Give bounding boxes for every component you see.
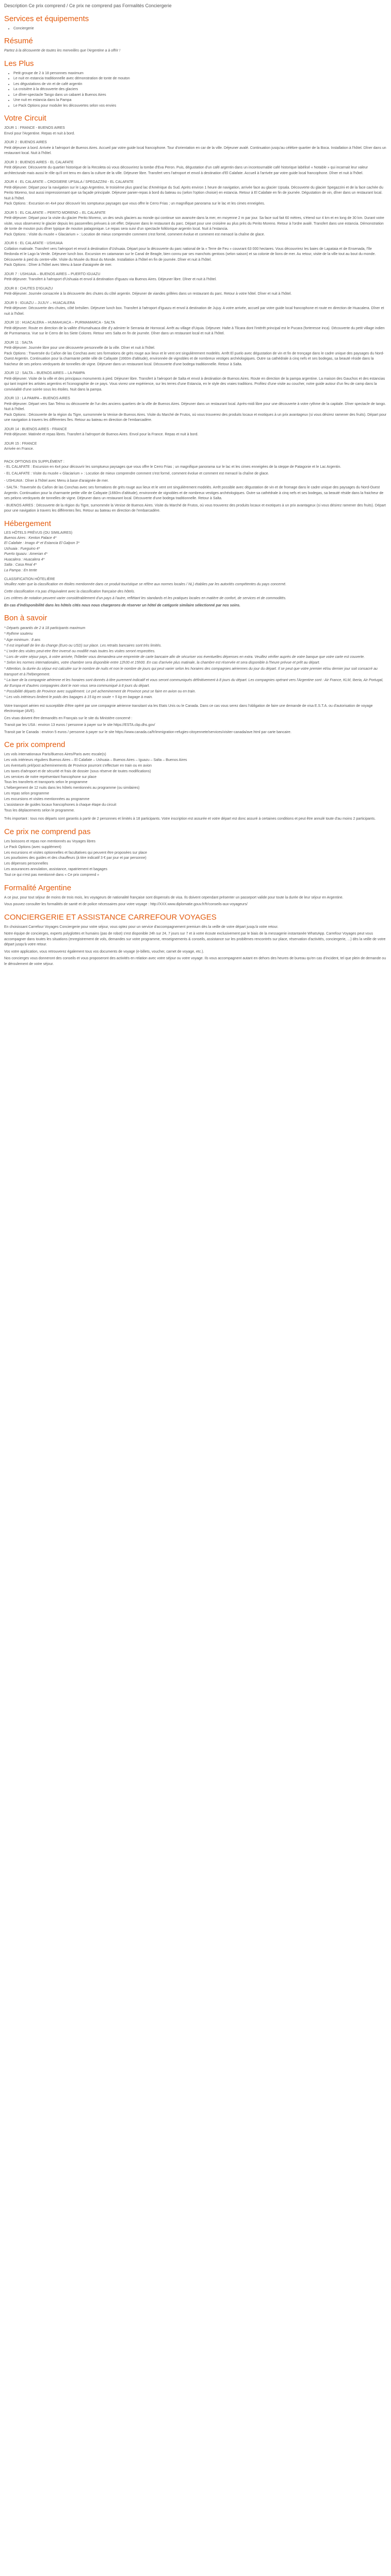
day-block: [4, 211, 387, 238]
breadcrumb-nav[interactable]: Description Ce prix comprend / Ce prix ne comprend pas Formalités Conciergerie: [4, 3, 172, 8]
day-text: Petit-déjeuner. Journée consacrée à la découverte des chutes du côté argentin. Déjeuner de viandes grillées dans un restaurant du parc. Retour à votre hôtel. Dîner et nuit à l'hôtel.: [4, 292, 292, 296]
day-title: JOUR 15 : FRANCE: [4, 442, 37, 446]
conciergerie-text: Vos votre application, vous retrouverez également tous vos documents de voyage (e-billets, voucher, carnet de voyage, etc.).: [4, 950, 204, 954]
good-to-know-item: * Départs garantis de 2 à 18 participants maximum: [4, 626, 86, 631]
good-to-know-item: * Selon les normes internationales, votre chambre sera disponible entre 12h30 et 15h00. En cas d'arrivée plus matinale, la chambre est réservée et sera disponible à l'heure prévue et prêt au départ.: [4, 661, 320, 665]
hotel-item: El Calafate : Imago 4* et Estancia El Galpon 3*: [4, 541, 79, 546]
classification-text: Les critères de notation peuvent varier considérablement d'un pays à l'autre, reflétant les standards et les pratiques locales en matière de confort, de services et de commodités.: [4, 597, 287, 601]
hotel-item: Salta : Casa Real 4*: [4, 563, 37, 567]
included-item: L'assistance de guides locaux francophones à chaque étape du circuit: [4, 803, 117, 807]
included-item: L'hébergement de 12 nuits dans les hôtels mentionnés au programme (ou similaires): [4, 786, 140, 790]
day-block: [4, 320, 387, 337]
plus-item: • Une nuit en estancia dans la Pampa: [13, 98, 387, 104]
day-title: JOUR 9 : IGUAZU – JUJUY – HUACALERA: [4, 301, 75, 305]
pack-option-item: - EL CALAFATE : Excursion en 4x4 pour découvrir les somptueux paysages que vous offre le Cerro Frias ; un magnifique panorama sur le lac et les cimes enneigées de la steppe de Patagonie et le Lac Argentin.: [4, 465, 341, 469]
pack-option-item: - USHUAIA : Dîner à l'hôtel avec Menu à base d'araignée de mer.: [4, 479, 109, 483]
hotel-item: Puerto Iguazu : Amerian 4*: [4, 552, 47, 556]
visa-note: Transit par les USA : environ 13 euros / personne à payer sur le site https://ESTA.cbp.dhs.gov/: [4, 723, 155, 727]
good-to-know-item: * Les vols intérieurs limitent le poids des bagages à 15 kg en soute + 5 kg en bagage à main.: [4, 696, 153, 700]
day-title: JOUR 10 : HUACALERA – HUMAHUACA – PURMAMARCA - SALTA: [4, 321, 115, 325]
day-block: [4, 396, 387, 423]
day-title: JOUR 2 : BUENOS AIRES: [4, 141, 47, 145]
plus-item: • Le dîner-spectacle Tango dans un cabaret à Buenos Aires: [13, 93, 387, 98]
day-title: JOUR 7 : USHUAIA – BUENOS AIRES – PUERTO IGUAZU: [4, 272, 101, 276]
day-block: [4, 241, 387, 268]
not-included-item: Les dépenses personnelles: [4, 862, 48, 866]
included-item: Les éventuels pré/post acheminements de Province pourront s'effectuer en train ou en avion: [4, 764, 152, 768]
day-text: Petit déjeuner à bord. Arrivée à l'aéroport de Buenos Aires. Accueil par votre guide local francophone. Tour d'orientation en car de la ville. Déjeuner avalé. Continuation jusqu'au célèbre quartier de la Boca. Installation à l'hôtel. Dîner dans un restaurant local. Nuit à l'hôtel.: [4, 146, 386, 156]
day-pack-option: Pack Options : Excursion en 4x4 pour découvrir les somptueux paysages que vous offre le Cerro Frias ; un magnifique panorama sur le lac et les cimes enneigées.: [4, 202, 265, 206]
day-block: [4, 301, 387, 317]
hotel-item: Ushuaia : Fueguino 4*: [4, 547, 40, 551]
day-text: Petit-déjeuner. Visite de la ville et des principaux monuments à pied. Déjeuner libre. Transfert à l'aéroport de Salta et envol à destination de Buenos Aires. Route en direction de la pampa argentine. La maison des Gauchos et des estancias qui tant inspiré les artistes argentins et l'iconographie de ce pays. Vous vivrez une expérience, sur les terres d'une Estancia, en le style des vraies traditions. Profitez d'une visite au coucher, notre guide autour d'un feu de camp dans la convivialité d'une soirée sous les étoiles. Nuit dans la pampa.: [4, 377, 385, 392]
day-block: [4, 286, 387, 297]
formalites-text: Vous pouvez consulter les formalités de santé et de police nécessaires pour votre voyage : http://XXX.www.diplomatie.gouv.fr/fr/conseils-aux-voyageurs/: [4, 903, 248, 907]
day-pack-option: Pack Options : Découverte de la région du Tigre, surnommée la Venise de Buenos Aires. Visite du Marché de Frutos, où vous trouverez des produits locaux et exotiques à un prix avantageux (si vous désirez ramener des fruits). Départ pour une navigation à travers les différentes îles. Retour au bateau en direction de l'embarcadère.: [4, 413, 387, 422]
not-included-item: Les excursions et visites optionnelles et facultatives qui peuvent être proposées sur place: [4, 851, 148, 855]
classification-title: CLASSIFICATION HÔTELIÈRE: [4, 578, 55, 582]
good-to-know-item: * Age minimum : 8 ans: [4, 638, 41, 642]
not-included-item: Le Pack Options (avec supplément): [4, 845, 61, 849]
good-to-know-item: * Attention, la durée du séjour est calculée sur le nombre de nuits et non le nombre de jours qui peut varier selon les horaires des compagnies aériennes du jour du départ. Il se peut que votre premier et/ou dernier jour soit consacré au transport et à l'hébergement.: [4, 667, 378, 676]
pack-options-list: [4, 465, 387, 514]
day-title: JOUR 3 : BUENOS AIRES - EL CALAFATE: [4, 160, 74, 164]
good-to-know-item: * Lors de votre séjour pays, à votre arrivée, l'hôtelier vous demandera une empreinte de carte bancaire afin de sécuriser vos éventuelles dépenses en extra. Veuillez vérifier auprès de votre banque que votre carte est couverte.: [4, 655, 365, 659]
good-to-know-list: [4, 625, 387, 700]
day-text: Arrivée en France.: [4, 447, 34, 451]
day-text: Petit-déjeuner. Matinée et repas libres. Transfert à l'aéroport de Buenos Aires. Envol pour la France. Repas et nuit à bord.: [4, 433, 199, 437]
day-block: [4, 140, 387, 157]
hotel-item: Buenos Aires : Kenton Palace 4*: [4, 536, 57, 540]
classification-text: Veuillez noter que la classification en étoiles mentionnée dans ce produit touristique se réfère aux normes locales / NL) établies par les autorités compétentes du pays concerné.: [4, 583, 287, 587]
day-title: JOUR 5 : EL CALAFATE – PERITO MORENO – EL CALAFATE: [4, 211, 106, 215]
visa-note: Transit par le Canada : environ 5 euros / personne à payer sur le site https://www.canada.ca/fr/immigration-refugies-citoyennete/services/visiter-canada/ave.html par carte bancaire.: [4, 730, 291, 734]
day-pack-option: Pack Options : Visite du musée « Glaciarium » : Locution de mieux comprendre comment s'est formé, comment évolue et comment est menacé la chaîne de glace.: [4, 232, 265, 236]
hotel-list: [4, 536, 387, 574]
good-to-know-item: * Il est impératif de lire du change (Euro ou USD) sur place. Les retraits bancaires sont très limités.: [4, 643, 162, 648]
plus-item: • La croisière à la découverte des glaciers: [13, 87, 387, 93]
day-block: [4, 126, 387, 137]
not-included-item: Les pourboires des guides et des chauffeurs (à titre indicatif 3 € par jour et par personne): [4, 856, 146, 860]
good-to-know-item: * Rythme soutenu: [4, 632, 33, 636]
itinerary-title: Votre Circuit: [4, 114, 46, 123]
day-block: [4, 180, 387, 207]
day-pack-option: Pack Options : Dîner à l'hôtel avec Menu à base d'araignée de mer.: [4, 263, 112, 267]
day-text: Petit déjeuner. Découverte du quartier historique de la Recoleta où vous découvrirez la tombe d'Eva Peron. Puis, dégustation d'un café argentin dans un incontournable café historique labélisé « Notable » qui incarnait leur valeur architecturale mais aussi le rôle qu'il ont tenu en dans la culture de la ville. Déjeuner libre. Transfert vers l'aéroport et envol à destination d'El Calafate. Accueil à l'arrivée par votre guide local francophone. Dîner et nuit à l'hôtel.: [4, 166, 368, 175]
included-item: Les excursions et visites mentionnées au programme: [4, 797, 90, 801]
hotel-item: La Pampa : En tente: [4, 568, 37, 572]
day-text: Petit-déjeuner. Transfert à l'aéroport d'Ushuaia et envol à destination d'Iguazu via Buenos Aires. Déjeuner libre. Dîner et nuit à l'hôtel.: [4, 278, 217, 282]
page: [0, 0, 391, 979]
included-note: Très important : tous nos départs sont garantis à partir de 2 personnes et limités à 18 participants. Votre inscription est assurée et votre départ est donc assuré à certaines conditions et peut être annulé toute d'au moins 2 participants.: [4, 817, 376, 821]
day-text: Envol pour l'Argentine. Repas et nuit à bord.: [4, 131, 75, 135]
resume-text: Partez à la découverte de toutes les merveilles que l'Argentine a à offrir !: [4, 49, 121, 53]
good-to-know-item: * L'ordre des visites peut-etre être inversé ou modifié mais toutes les visites seront respectées.: [4, 649, 156, 653]
day-text: Petit-déjeuner. Départ vers San Telmo ou découverte de l'un des anciens quartiers de la ville de Buenos Aires. Déjeuner dans un restaurant local. Après-midi libre pour une découverte à votre rythme de la capitale. Dîner spectacle de tango. Nuit à l'hôtel.: [4, 402, 386, 412]
day-title: JOUR 11 : SALTA: [4, 341, 33, 345]
day-text: Petit-déjeuner. Route en direction de la vallée d'Humahuaca dite d'y admirer le Serrania de Hornocal. Arrêt au village d'Uquia. Déjeuner. Halte à Tilcara dont l'intérêt principal est le Pucara (forteresse inca). Découverte du petit village indien de Purmamarca. Vue sur le Cerro de los Siete Colores. Retour vers Salta en fin de journée. Dîner dans un restaurant local et nuit à l'hôtel.: [4, 326, 385, 336]
day-title: JOUR 8 : CHUTES D'IGUAZU: [4, 286, 53, 291]
pack-option-item: - BUENOS AIRES : Découverte de la région du Tigre, surnommée la Venise de Buenos Aires. Visite du Marché de Frutos, où vous trouverez des produits locaux et exotiques à un prix avantageux (si vous désirez ramener des fruits). Départ pour une navigation à travers les différentes îles. Retour au bateau en direction de l'embarcadère.: [4, 503, 386, 513]
included-item: Les taxes d'aéroport et de sécurité et frais de dossier (sous réserve de toutes modifications): [4, 769, 151, 773]
day-text: Collation matinale. Transfert vers l'aéroport et envol à destination d'Ushuaia. Départ pour la découverte du parc national de la « Terre de Feu » couvrant 63 000 hectares. Vous découvrirez les baies de Lapataia et de Ensenada, l'île Redonda et le Lago la Verde. Déjeuner lunch box. Excursion en catamaran sur le Canal de Beagle, bien connu par ses manchots gentoos (selon saison) et sa colonie de lions de mer. Au retour, visite de la ville tout au bout du monde. Découverte à pied du centre-ville. Visite du Musée du Bout du Monde. Installation à l'hôtel en fin de journée. Dîner et nuit à l'hôtel.: [4, 247, 376, 262]
included-item: Les vols internationaux Paris/Buenos Aires/Paris avec escale(s): [4, 753, 106, 757]
conciergerie-text: Nos concierges vous donneront des conseils et vous proposeront des activités en relation avec votre séjour ou votre voyage. Ils vous accompagnent autant en dehors des heures de bureau qu'en cas d'incident, tel que plein de demande ou le déroulement de votre séjour.: [4, 957, 386, 966]
included-item: Tous les déplacements selon le programme.: [4, 808, 75, 812]
not-included-item: Les boissons et repas non mentionnés au Voyages libres: [4, 839, 96, 843]
included-item: Les vols intérieurs réguliers Buenos Aires – El Calafate – Ushuaia – Buenos Aires – Iguazu – Salta – Buenos Aires: [4, 758, 187, 762]
hebergement-title: Hébergement: [4, 519, 51, 528]
day-title: JOUR 1 : FRANCE - BUENOS AIRES: [4, 126, 65, 130]
services-title: Services et équipements: [4, 14, 89, 23]
resume-title: Résumé: [4, 37, 33, 46]
conciergerie-title: CONCIERGERIE ET ASSISTANCE CARREFOUR VOYAGES: [4, 912, 217, 922]
plus-item: • Petit groupe de 2 à 18 personnes maximum: [13, 71, 387, 77]
plus-item: • Les dégustations de vin et de café argentin: [13, 82, 387, 88]
not-included-item: Tout ce qui n'est pas mentionné dans « Ce prix comprend »: [4, 873, 100, 877]
not-included-list: [4, 839, 387, 878]
day-pack-option: Pack Options : Traversée du Cañon de las Conchas avec ses formations de grès rouge aux lieux et le vent ont singulièrement modelés. Arrêt El puelo avec dégustation de vin et fin de tronçage dans le cadre unique des paysages du Nord-Ouest Argentin. Continuation pour la charmante petite ville de Cafayate (1660m d'altitude), environnée de vignobles et de nombreux vestiges archéologiques. Outre sa cathédrale à cinq nefs et ses bodegas, sa beauté réside dans la fraicheur de ses pelons verdoyants de tonnelles de vigne. Déjeuner dans un restaurant local. Découverte d'une bodega traditionnelle. Retour à Salta.: [4, 351, 384, 366]
plus-item: • Le nuit en estancia traditionnelle avec démonstration de tonte de mouton: [13, 76, 387, 82]
not-included-item: Les assurances annulation, assistance, rapatriement et bagages: [4, 868, 108, 872]
day-text: Petit-déjeuner. Journée libre pour une découverte personnelle de la ville. Dîner et nuit à l'hôtel.: [4, 346, 155, 350]
pack-options-title: PACK OPTIONS EN SUPPLÉMENT :: [4, 460, 64, 464]
day-block: [4, 272, 387, 283]
pack-option-item: - SALTA : Traversée du Cañon de las Conchas avec ses formations de grès rouge aux lieux et le vent ont singulièrement modelés. Arrêt possible avec dégustation de vin et de fromage dans le cadre unique des paysages du Nord-Ouest Argentin. Continuation pour la charmante petite ville de Cafayate (1660m d'altitude), environnée de vignobles et de nombreux vestiges archéologiques. Outre sa cathédrale à cinq nefs et ses bodegas, sa beauté réside dans la fraicheur de ses pelons verdoyants de tonnelles de vigne. Déjeuner dans un restaurant local. Découverte d'une bodega traditionnelle. Retour à Salta.: [4, 486, 384, 501]
service-item: • Conciergerie: [13, 26, 387, 32]
included-title: Ce prix comprend: [4, 740, 66, 750]
plus-item: • Le Pack Options pour moduler les découvertes selon vos envies: [13, 104, 387, 109]
day-text: Petit-déjeuner. Départ pour la navigation sur le Lago Argentino, le troisième plus grand lac d'Amérique du Sud. Après environ 1 heure de navigation, arrivée face au glacier Upsala. Découverte du glacier Spegazzini et de la face cachée du Perito Moreno, tout aussi impressionnant que sa façade principale. Déjeuner panier-repas à bord du bateau ou (selon l'option choisie) en estancia. Retour à El Calafate en fin de journée. Dégustation de vin, dîner dans un restaurant local. Nuit à l'hôtel.: [4, 185, 383, 200]
plus-title: Les Plus: [4, 59, 34, 68]
visa-note: Votre transport aérien est susceptible d'être opéré par une compagnie aérienne transitant via les Etats Unis ou le Canada. Dans ce cas vous serez dans l'obligation de faire une demande de visa E.S.T.A. ou d'autorisation de voyage électronique (AVE).: [4, 704, 373, 714]
visa-note: Ces visas doivent être demandés en Français sur le site du Ministère concerné :: [4, 716, 133, 720]
formalites-text: A ce jour, pour tout séjour de moins de trois mois, les voyageurs de nationalité française sont dispensés de visa. Ils doivent cependant présenter un passeport valide pour toute la durée de leur séjour en Argentine.: [4, 895, 344, 900]
day-text: Petit-déjeuner. Départ pour la visite du glacier Perito Moreno, un des seuls glaciers au monde qui continue son avancée dans la mer, en moyenne 2 m par jour. Sa face sud fait 60 mètres, s'étend sur 4 km et en long de 30 km. Durant votre visite, vous observerez le glacier depuis les passerelles prévues à cet effet. Déjeuner dans le restaurant du parc. Départ pour une croisière au plus près du Perito Moreno. Retour à l'ordre avalé. Transfert dans une estancia. Démonstration de tonte de mouton puis dîner typique de mouton patagonique. Le repas sera suivi d'un spectacle folklorique argentin local. Nuit à l'estancia.: [4, 216, 384, 231]
day-title: JOUR 12 : SALTA – BUENOS AIRES – LA PAMPA: [4, 371, 85, 376]
day-block: [4, 442, 387, 452]
day-text: Petit-déjeuner. Découverte des chutes, côté brésilien. Déjeuner lunch box. Transfert à l'aéroport d'Iguazu et envol à destination de Jujuy. A votre arrivée, accueil par votre guide local francophone et route en direction de Huacalera. Dîner et nuit à l'hôtel.: [4, 307, 384, 316]
day-title: JOUR 6 : EL CALAFATE - USHUAIA: [4, 242, 63, 246]
classification-text: En cas d'indisponibilité dans les hôtels cités nous nous chargerons de réserver un hôtel de catégorie similaire sélectionné par nos soins.: [4, 603, 240, 607]
formalites-title: Formalité Argentine: [4, 883, 72, 892]
services-list: [4, 26, 387, 32]
day-title: JOUR 13 : LA PAMPA – BUENOS AIRES: [4, 397, 70, 401]
conciergerie-text: Notre équipe de concierges, experts polyglottes et humains (pas de robot) s'est disponible 24h sur 24, 7 jours sur 7 et à votre écoute exclusivement par le biais de la messagerie instantanée WhatsApp. Carrefour Voyages peut vous accompagner dans toutes les situations (enregistrement de vols, demandes sur votre programme, renseignements & conseils, assistance sur les problèmes rencontrés sur place, réservation d'activités, conciergerie, ...) dès la veille de votre départ jusqu'à votre retour.: [4, 932, 386, 947]
pack-option-item: - EL CALAFATE : Visite du musée « Glaciarium » : Locution de mieux comprendre comment s'est formé, comment évolue et comment est menacé la chaîne de glace.: [4, 472, 269, 476]
day-block: [4, 371, 387, 393]
included-list: [4, 752, 387, 814]
good-to-know-title: Bon à savoir: [4, 614, 47, 623]
classification-text: Cette classification n'a pas d'équivalent avec la classification française des hôtels.: [4, 589, 135, 594]
hotel-item: Huacalera : Huacalera 4*: [4, 557, 45, 562]
hotels-subtitle: LES HÔTELS PRÉVUS (OU SIMILAIRES): [4, 531, 73, 535]
day-block: [4, 341, 387, 368]
good-to-know-item: * Possibilité départs de Province avec supplément. Le pré acheminement de Province peut se faire en avion ou en train.: [4, 690, 196, 694]
included-item: Les repas selon programme: [4, 792, 50, 796]
included-item: Les services de notre représentant francophone sur place: [4, 775, 96, 779]
plus-list: [4, 71, 387, 109]
not-included-title: Ce prix ne comprend pas: [4, 827, 91, 836]
day-title: JOUR 14 : BUENOS AIRES - FRANCE: [4, 427, 67, 431]
conciergerie-text: En choisissant Carrefour Voyages Conciergerie pour votre séjour, vous optez pour un service d'accompagnement premium dès la veille de votre départ jusqu'à votre retour.: [4, 925, 279, 929]
day-block: [4, 160, 387, 177]
day-block: [4, 427, 387, 438]
day-title: JOUR 4 : EL CALAFATE – CROISIERE UPSALA / SPEGAZZINI - EL CALAFATE: [4, 180, 134, 184]
good-to-know-item: * La taxe de la compagnie aérienne et les horaires sont donnés à titre purement indicatif et vous seront communiqués définitivement à 8 jours du départ. Les compagnies opérant vers l'Argentine sont : Air France, KLM, Iberia, Air Portugal, Air Europa et d'autres compagnies dont le nom vous sera communiqué à 8 jours du départ.: [4, 678, 384, 688]
included-item: Tous les transferts et transports selon le programme: [4, 781, 88, 785]
